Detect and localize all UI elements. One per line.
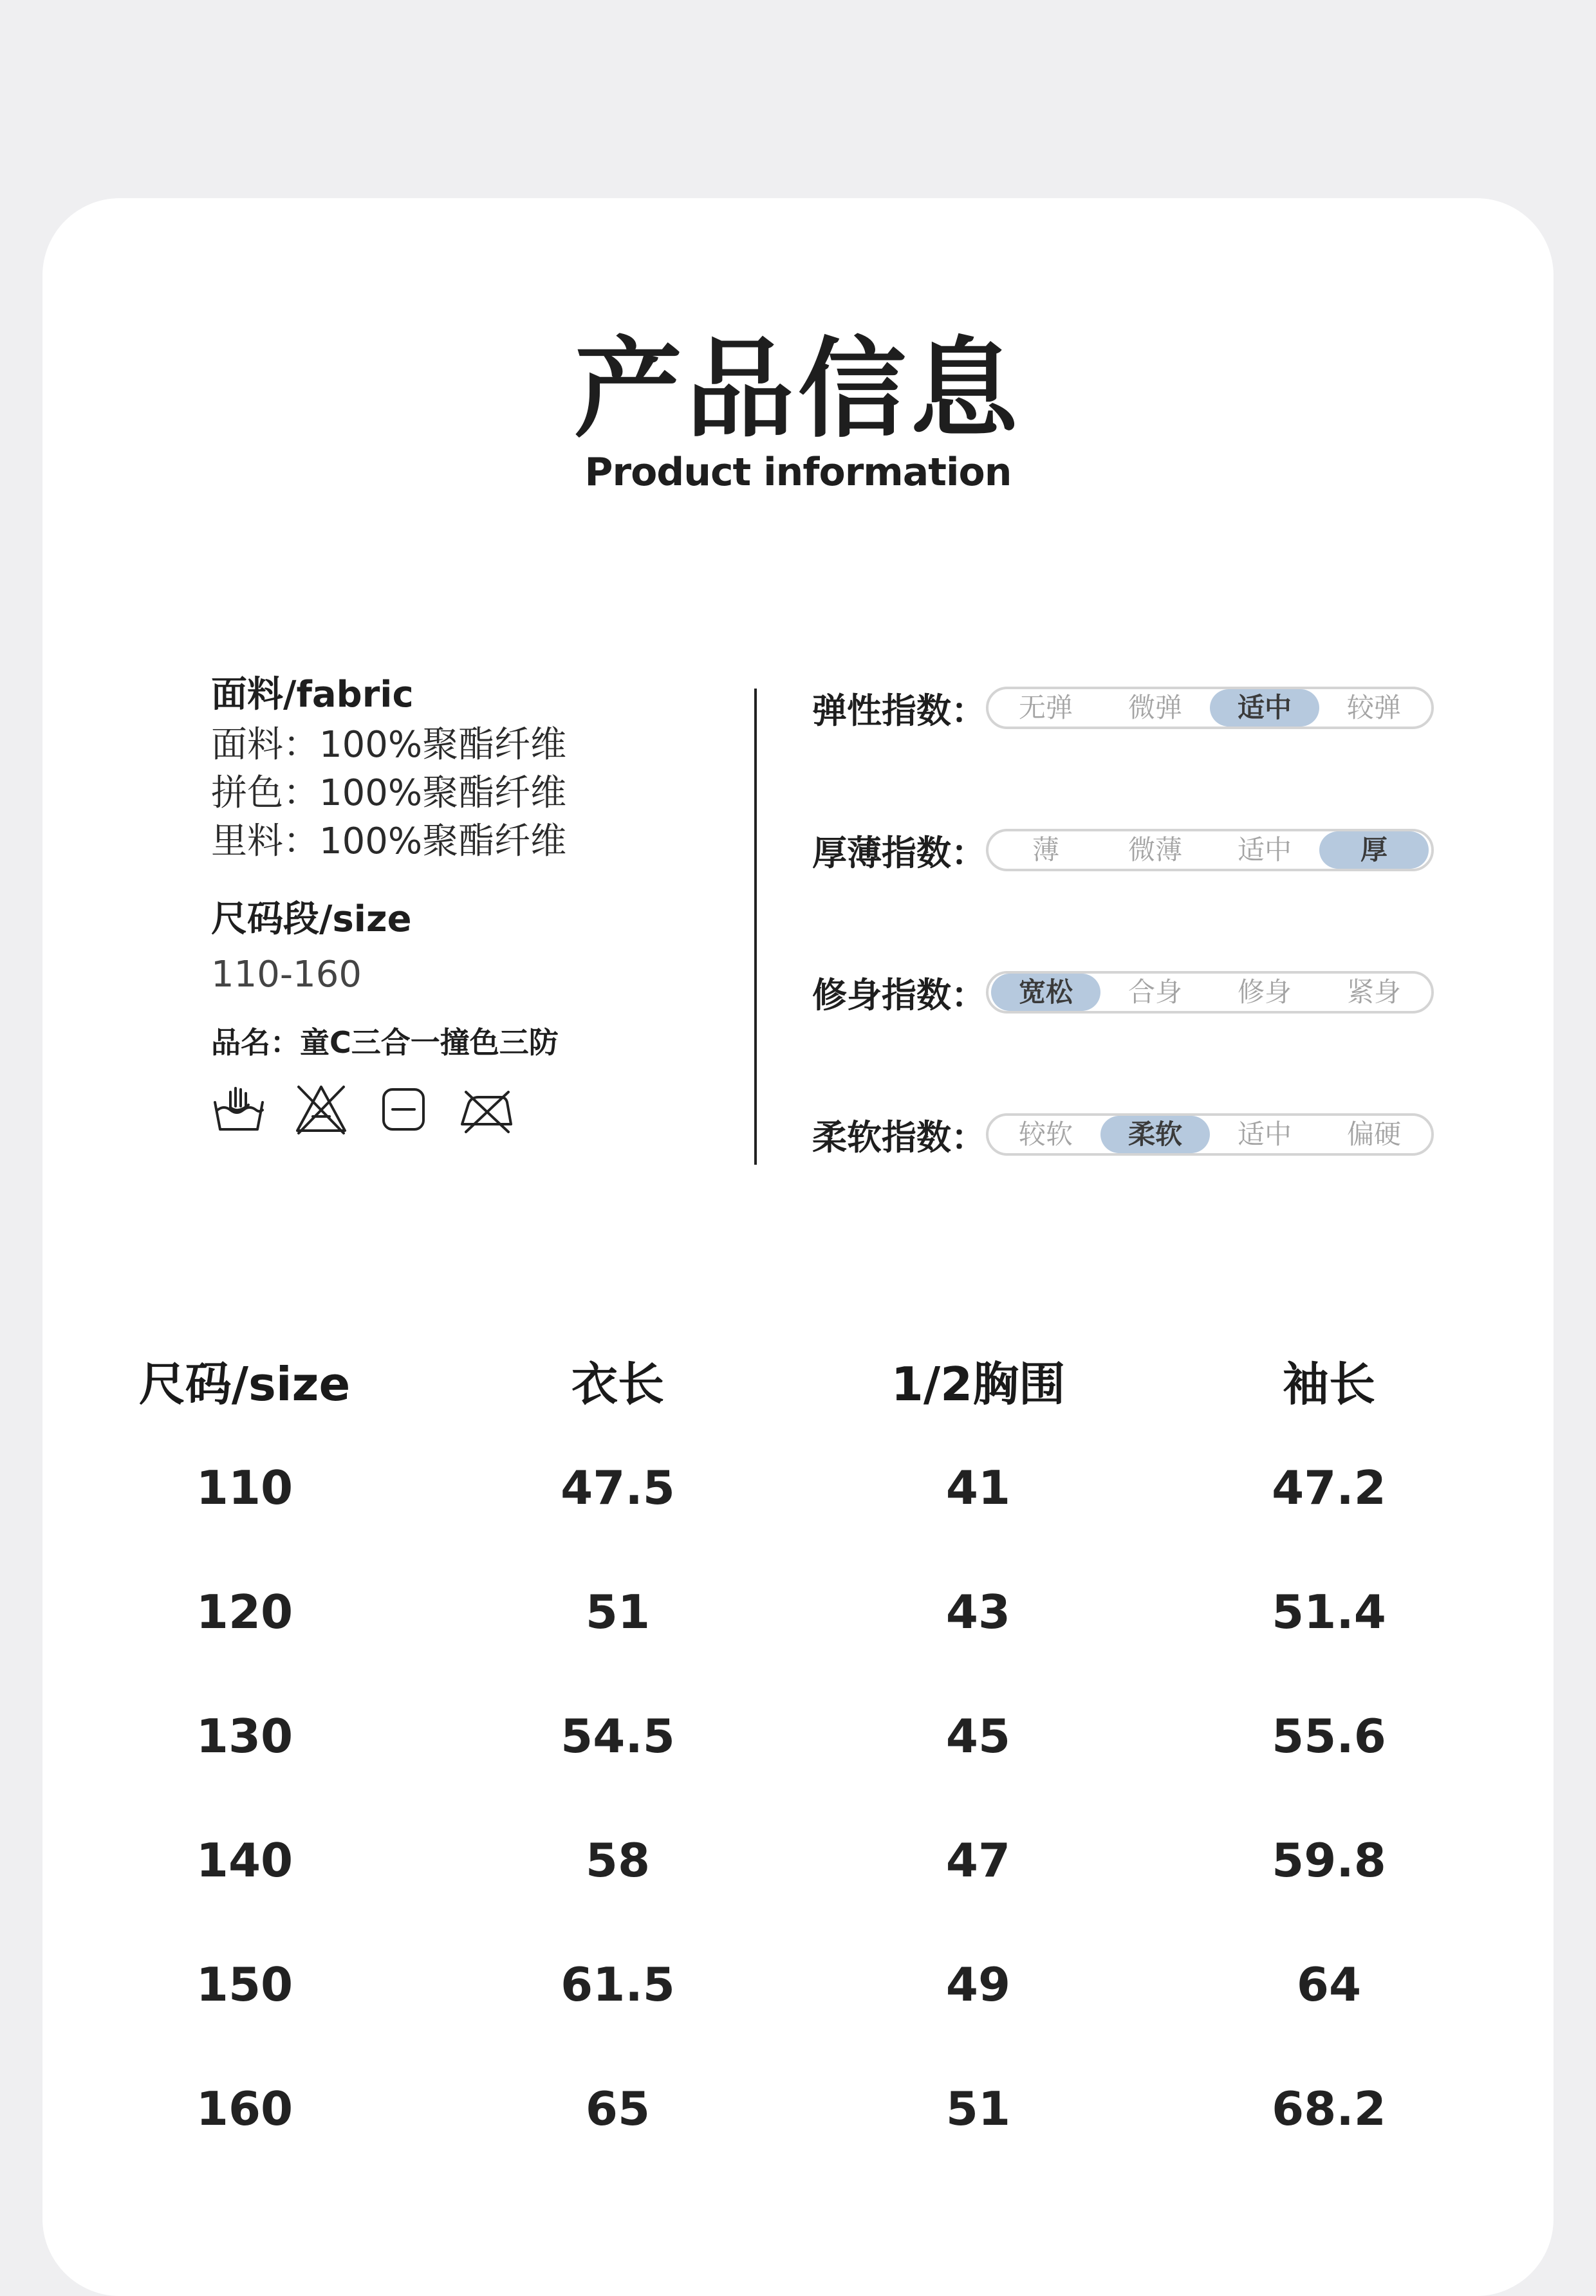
scale-option: 合身: [1127, 976, 1182, 1008]
table-cell: 120: [196, 1584, 293, 1639]
table-cell: 47: [945, 1833, 1011, 1887]
table-cell: 64: [1296, 1957, 1362, 2012]
index-scale: [986, 971, 1434, 1014]
size-range: 110-160: [211, 954, 362, 995]
table-cell: 45: [945, 1708, 1011, 1763]
fabric-line-shell: 面料：100%聚酯纤维: [211, 724, 567, 766]
material-info: [211, 669, 739, 1137]
table-cell: 160: [196, 2081, 293, 2136]
vertical-divider: [754, 689, 757, 1165]
scale-option: 厚: [1319, 831, 1429, 869]
table-cell: 47.5: [561, 1460, 675, 1515]
size-chart-table: [77, 1335, 1525, 2171]
index-label: 弹性指数：: [812, 690, 986, 731]
scale-option: 适中: [1237, 834, 1292, 866]
index-label: 柔软指数：: [812, 1116, 986, 1158]
table-row: [77, 1550, 1525, 1674]
table-cell: 68.2: [1272, 2081, 1386, 2136]
column-header: 1/2胸围: [891, 1357, 1066, 1411]
scale-option: 较弹: [1346, 692, 1401, 723]
table-row: [77, 1798, 1525, 1922]
table-header-row: [77, 1335, 1525, 1425]
column-header: 袖长: [1282, 1357, 1375, 1411]
page-subtitle: Product information: [584, 450, 1012, 495]
scale-option: 适中: [1210, 689, 1319, 727]
table-cell: 41: [945, 1460, 1011, 1515]
table-cell: 58: [585, 1833, 651, 1887]
scale-option: 修身: [1237, 976, 1292, 1008]
table-cell: 47.2: [1272, 1460, 1386, 1515]
scale-option: 微弹: [1127, 692, 1182, 723]
fit-index: [812, 960, 1434, 1024]
table-cell: 51: [585, 1584, 651, 1639]
index-label: 修身指数：: [812, 974, 986, 1015]
thickness-index: [812, 818, 1434, 882]
fabric-line-contrast: 拼色：100%聚酯纤维: [211, 772, 567, 814]
table-cell: 130: [196, 1708, 293, 1763]
table-cell: 54.5: [561, 1708, 675, 1763]
do-not-iron-icon: [458, 1082, 514, 1137]
table-cell: 61.5: [561, 1957, 675, 2012]
scale-option: 较软: [1018, 1118, 1073, 1150]
fit-indices: [812, 676, 1434, 1245]
table-cell: 49: [945, 1957, 1011, 2012]
table-cell: 110: [196, 1460, 293, 1515]
table-cell: 51.4: [1272, 1584, 1386, 1639]
index-scale: [986, 829, 1434, 871]
table-row: [77, 2046, 1525, 2171]
scale-option: 微薄: [1127, 834, 1182, 866]
table-cell: 51: [945, 2081, 1011, 2136]
table-cell: 150: [196, 1957, 293, 2012]
column-header: 尺码/size: [138, 1357, 351, 1411]
table-row: [77, 1674, 1525, 1798]
product-name: 品名：童C三合一撞色三防: [211, 1025, 559, 1060]
care-icons: [211, 1082, 739, 1137]
scale-option: 适中: [1237, 1118, 1292, 1150]
index-label: 厚薄指数：: [812, 832, 986, 873]
fabric-heading: 面料/fabric: [211, 674, 414, 716]
index-scale: [986, 687, 1434, 729]
size-heading: 尺码段/size: [211, 898, 412, 940]
table-cell: 59.8: [1272, 1833, 1386, 1887]
do-not-bleach-icon: [293, 1082, 349, 1137]
table-row: [77, 1922, 1525, 2046]
scale-option: 柔软: [1100, 1116, 1210, 1153]
fabric-line-lining: 里料：100%聚酯纤维: [211, 820, 567, 862]
elasticity-index: [812, 676, 1434, 740]
column-header: 衣长: [571, 1357, 664, 1411]
dry-flat-icon: [376, 1082, 431, 1137]
index-scale: [986, 1113, 1434, 1156]
table-cell: 55.6: [1272, 1708, 1386, 1763]
scale-option: 无弹: [1018, 692, 1073, 723]
table-cell: 43: [945, 1584, 1011, 1639]
table-cell: 140: [196, 1833, 293, 1887]
page-title: 产品信息: [574, 326, 1022, 452]
scale-option: 宽松: [991, 974, 1100, 1011]
scale-option: 紧身: [1346, 976, 1401, 1008]
table-row: [77, 1425, 1525, 1550]
hand-wash-icon: [211, 1082, 266, 1137]
scale-option: 偏硬: [1346, 1118, 1401, 1150]
table-cell: 65: [585, 2081, 651, 2136]
softness-index: [812, 1102, 1434, 1167]
scale-option: 薄: [1032, 834, 1059, 866]
